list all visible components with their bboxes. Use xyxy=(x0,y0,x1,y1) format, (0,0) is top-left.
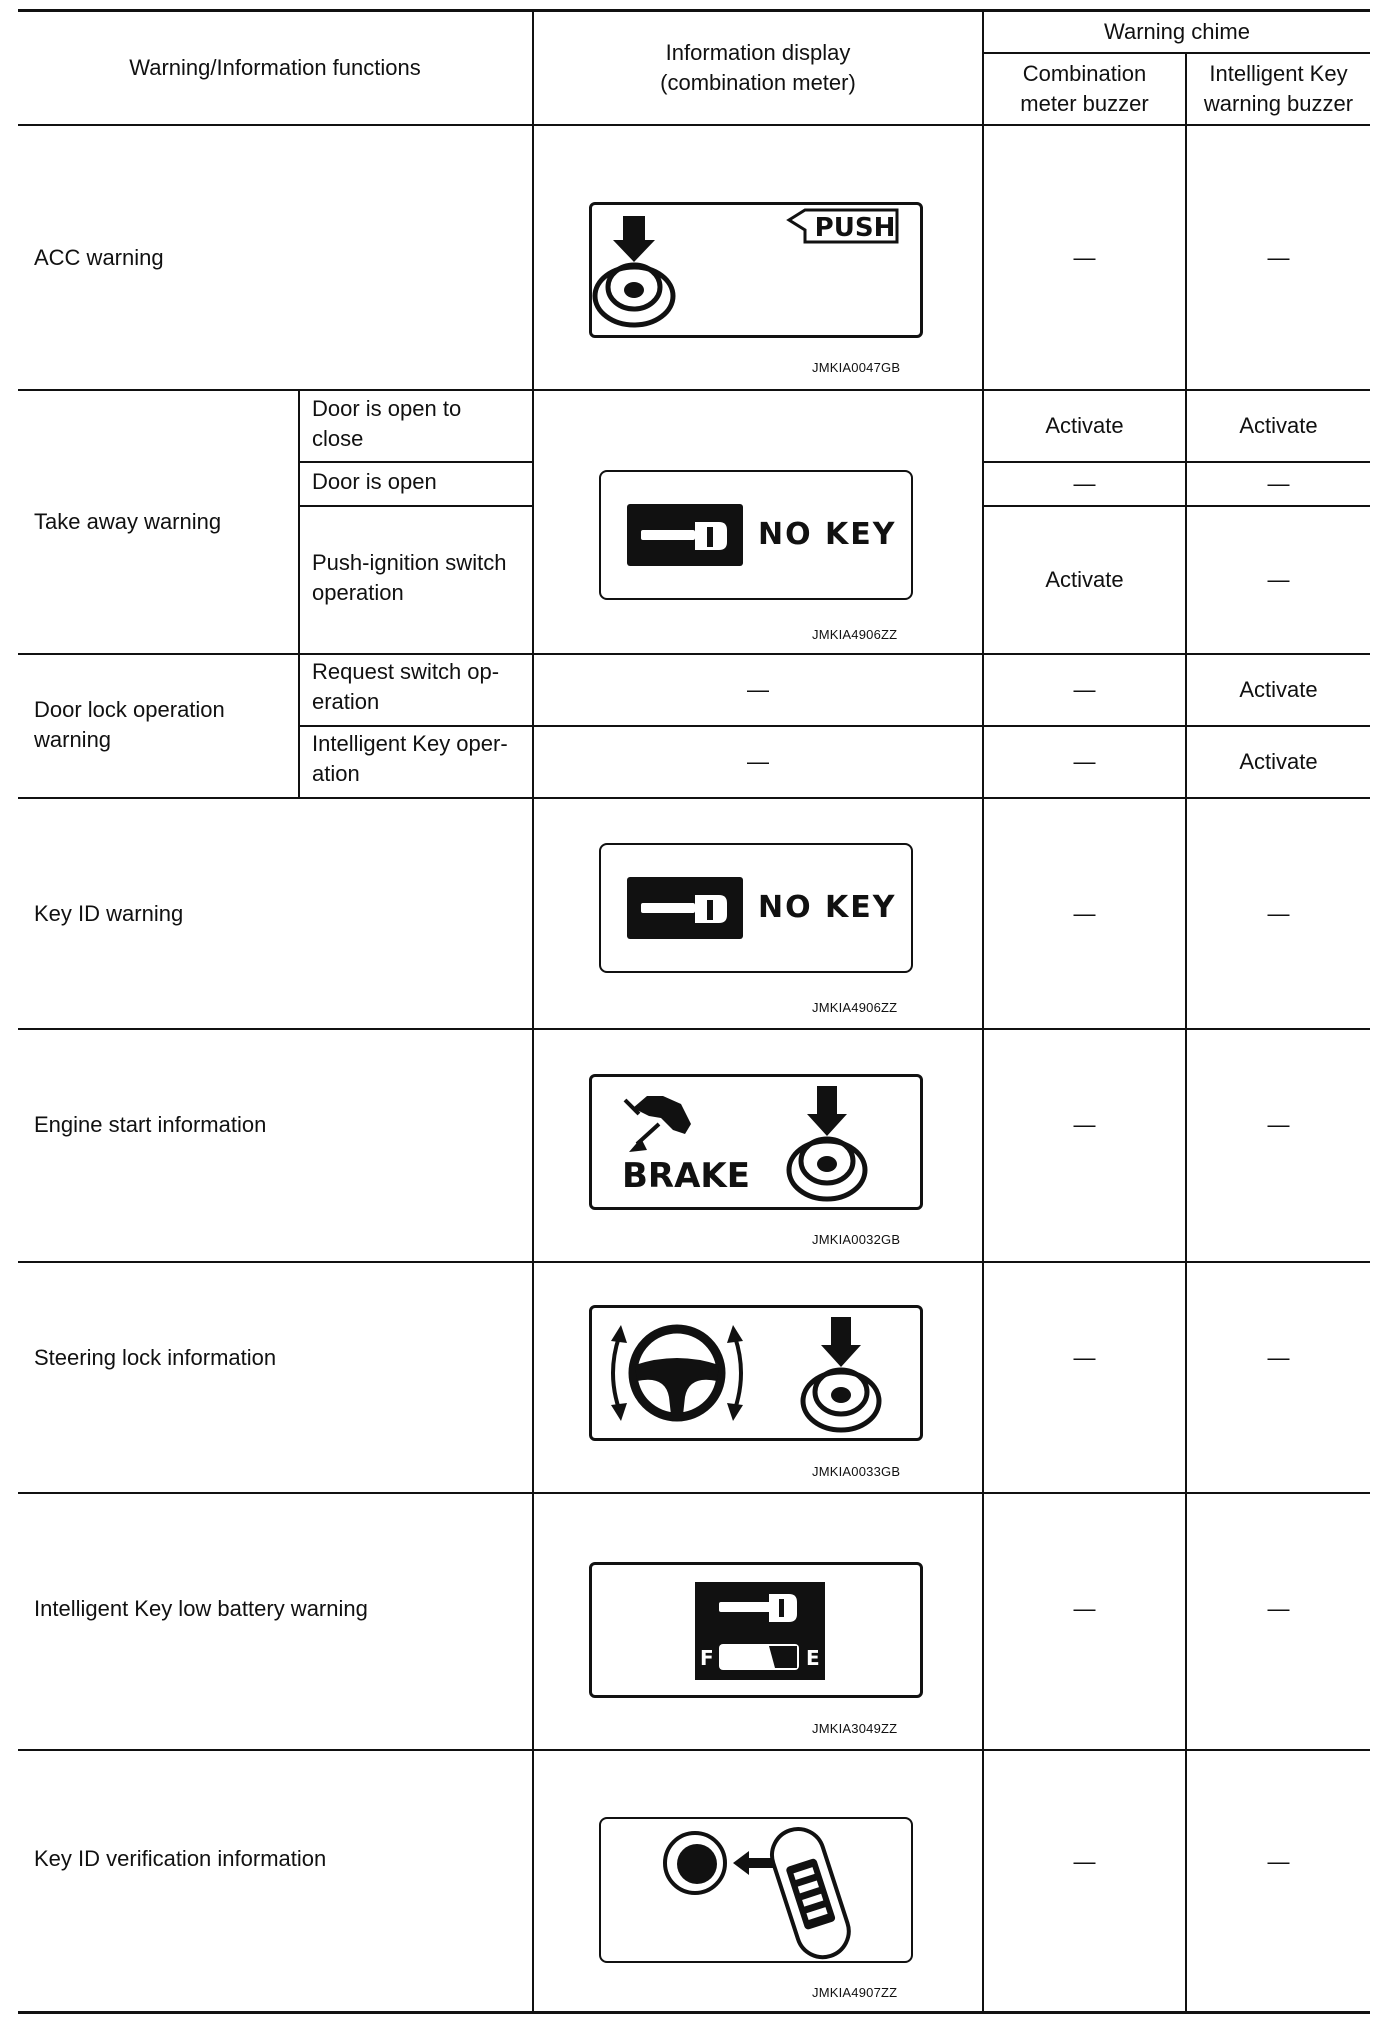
doorlock-sub1-combo: — xyxy=(1073,677,1096,702)
acc-warning-name: ACC warning xyxy=(34,244,164,270)
verify-combo-value: — xyxy=(1073,1849,1096,1874)
header-ikey-line2: warning buzzer xyxy=(1203,91,1354,116)
takeaway-sub3-ikey: — xyxy=(1267,567,1290,592)
header-ikey-line1: Intelligent Key xyxy=(1209,61,1348,86)
takeaway-sub3-line1: Push-ignition switch xyxy=(312,550,507,575)
steering-image-code: JMKIA0033GB xyxy=(812,1464,901,1479)
doorlock-sub1-line1: Request switch op- xyxy=(312,659,500,684)
engine-combo-value: — xyxy=(1073,1112,1096,1137)
key-fob-to-button-icon xyxy=(599,1817,913,1963)
doorlock-sub2-display: — xyxy=(747,749,769,774)
keyid-combo-value: — xyxy=(1073,900,1096,926)
col-line xyxy=(298,389,300,797)
takeaway-sub2-ikey: — xyxy=(1267,471,1290,496)
battery-image-code: JMKIA3049ZZ xyxy=(812,1721,898,1736)
takeaway-image-code: JMKIA4906ZZ xyxy=(812,627,898,642)
doorlock-name-line1: Door lock operation xyxy=(34,697,225,722)
header-display xyxy=(534,12,982,124)
takeaway-sub1-line2: close xyxy=(312,426,364,451)
key-battery-low-icon xyxy=(589,1562,923,1698)
verify-ikey-value: — xyxy=(1267,1849,1290,1874)
table-bottom-border xyxy=(18,2011,1370,2014)
header-chime: Warning chime xyxy=(1104,19,1250,44)
row-line xyxy=(298,505,532,507)
acc-ikey-value: — xyxy=(1267,244,1290,270)
doorlock-name-line2: warning xyxy=(34,727,112,752)
keyid-icon-text: NO KEY xyxy=(758,890,897,925)
engine-image-code: JMKIA0032GB xyxy=(812,1232,901,1247)
takeaway-warning-name: Take away warning xyxy=(34,509,222,534)
takeaway-sub1-combo: Activate xyxy=(1045,413,1124,438)
takeaway-sub2: Door is open xyxy=(312,469,437,494)
doorlock-sub2-combo: — xyxy=(1073,749,1096,774)
engine-icon-text: BRAKE xyxy=(622,1156,750,1196)
steering-lock-name: Steering lock information xyxy=(34,1345,277,1370)
takeaway-sub3-combo: Activate xyxy=(1045,567,1124,592)
takeaway-sub1 xyxy=(312,394,530,454)
header-combo-line1: Combination xyxy=(1022,61,1147,86)
battery-icon-f: F xyxy=(700,1646,714,1670)
doorlock-sub1-ikey: Activate xyxy=(1239,677,1318,702)
header-combo xyxy=(984,54,1185,124)
doorlock-sub2-line1: Intelligent Key oper- xyxy=(312,731,508,756)
doorlock-sub1 xyxy=(312,657,530,717)
acc-combo-value: — xyxy=(1073,244,1096,270)
engine-start-name: Engine start information xyxy=(34,1112,267,1137)
keyid-ikey-value: — xyxy=(1267,900,1290,926)
doorlock-sub1-line2: eration xyxy=(312,689,380,714)
verify-info-name: Key ID verification information xyxy=(34,1845,327,1871)
takeaway-sub3 xyxy=(312,548,530,608)
steering-combo-value: — xyxy=(1073,1345,1096,1370)
keyid-warning-name: Key ID warning xyxy=(34,900,184,926)
battery-combo-value: — xyxy=(1073,1596,1096,1621)
acc-icon-text: PUSH xyxy=(814,213,896,243)
acc-image-code: JMKIA0047GB xyxy=(812,360,901,375)
steering-wheel-push-icon xyxy=(589,1305,923,1441)
doorlock-sub2-ikey: Activate xyxy=(1239,749,1318,774)
doorlock-sub1-display: — xyxy=(747,677,769,702)
takeaway-sub3-line2: operation xyxy=(312,580,404,605)
battery-warning-name: Intelligent Key low battery warning xyxy=(34,1596,368,1621)
header-combo-line2: meter buzzer xyxy=(1020,91,1149,116)
keyid-image-code: JMKIA4906ZZ xyxy=(812,1000,898,1015)
takeaway-sub2-combo: — xyxy=(1073,471,1096,496)
header-display-line1: Information display xyxy=(665,40,851,65)
col-line xyxy=(532,9,534,2014)
doorlock-sub2 xyxy=(312,729,530,789)
steering-ikey-value: — xyxy=(1267,1345,1290,1370)
battery-icon-e: E xyxy=(806,1646,820,1670)
takeaway-sub1-line1: Door is open to xyxy=(312,396,462,421)
doorlock-warning-name xyxy=(34,695,294,755)
row-line xyxy=(298,461,532,463)
takeaway-sub1-ikey: Activate xyxy=(1239,413,1318,438)
doorlock-sub2-line2: ation xyxy=(312,761,360,786)
engine-ikey-value: — xyxy=(1267,1112,1290,1137)
takeaway-icon-text: NO KEY xyxy=(758,517,897,552)
header-display-line2: (combination meter) xyxy=(660,70,856,95)
battery-ikey-value: — xyxy=(1267,1596,1290,1621)
header-ikey xyxy=(1187,54,1370,124)
verify-image-code: JMKIA4907ZZ xyxy=(812,1985,898,2000)
header-functions: Warning/Information functions xyxy=(129,55,421,80)
